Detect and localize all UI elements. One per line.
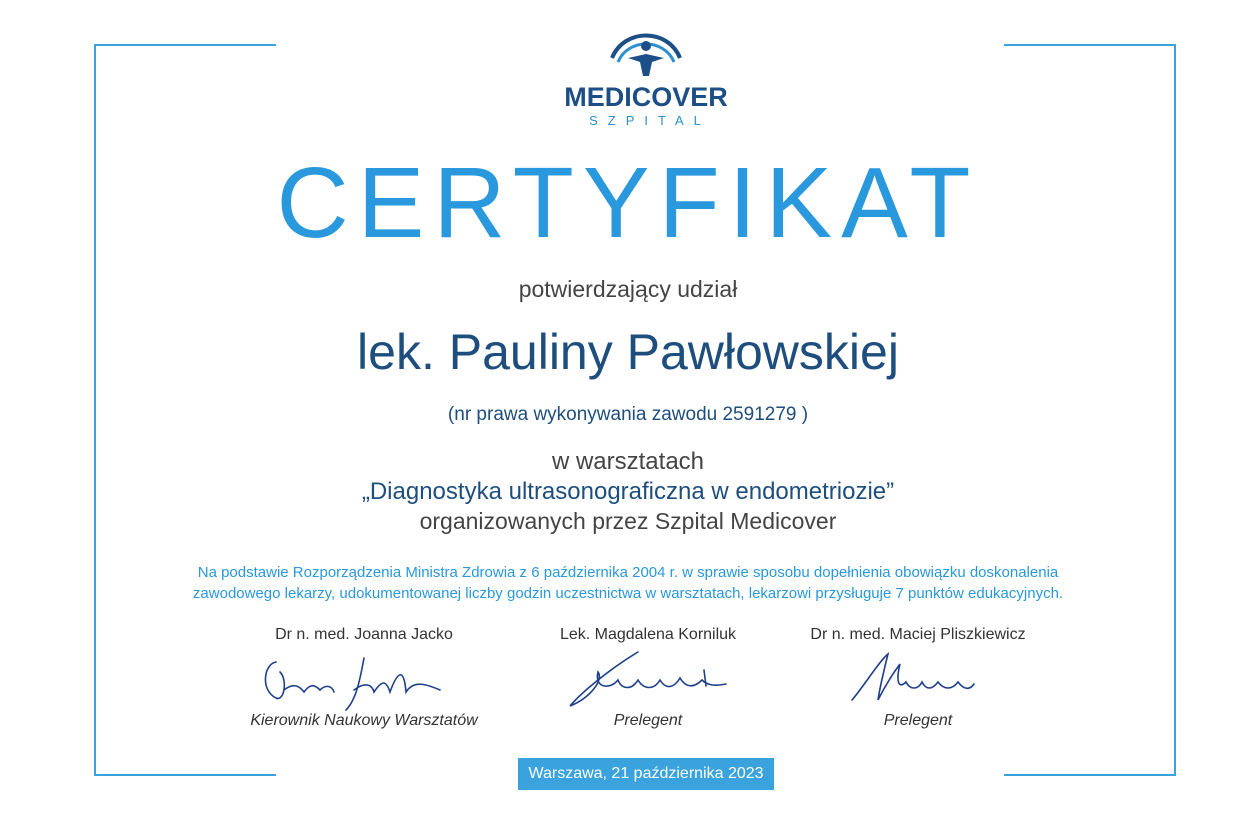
signatory-2 bbox=[498, 626, 798, 729]
frame-bottom-left-line bbox=[94, 774, 276, 776]
signatory-3 bbox=[768, 626, 1068, 729]
confirm-text: potwierdzający udział bbox=[518, 276, 738, 302]
legal-notice bbox=[140, 562, 1116, 604]
signatory-1 bbox=[214, 626, 514, 729]
frame-top-left-line bbox=[94, 44, 276, 46]
signatory-name: Dr n. med. Maciej Pliszkiewicz bbox=[810, 626, 1026, 643]
issue-date: Warszawa, 21 października 2023 bbox=[518, 758, 774, 790]
frame-bottom-right-line bbox=[1004, 774, 1176, 776]
recipient-name: lek. Pauliny Pawłowskiej bbox=[357, 324, 899, 380]
logo-subtitle: SZPITAL bbox=[589, 113, 711, 128]
signature-icon bbox=[214, 650, 514, 720]
signatory-role: Prelegent bbox=[613, 712, 683, 729]
course-title: „Diagnostyka ultrasonograficzna w endometriozie” bbox=[361, 478, 895, 505]
frame-top-right-line bbox=[1004, 44, 1176, 46]
legal-line-1: Na podstawie Rozporządzenia Ministra Zdrowia z 6 października 2004 r. w sprawie sposobu dopełnienia obowiązku doskonalenia bbox=[197, 564, 1059, 581]
legal-line-2: zawodowego lekarzy, udokumentowanej liczby godzin uczestnictwa w warsztatach, lekarzowi przysługuje 7 punktów edukacyjnych. bbox=[192, 585, 1064, 602]
signatory-role: Kierownik Naukowy Warsztatów bbox=[250, 712, 478, 729]
signature-icon bbox=[768, 650, 1068, 720]
license-number: (nr prawa wykonywania zawodu 2591279 ) bbox=[447, 404, 809, 425]
medicover-logo bbox=[560, 24, 732, 132]
signature-icon bbox=[498, 650, 798, 720]
logo-name: MEDICOVER bbox=[564, 82, 728, 112]
signatory-name: Dr n. med. Joanna Jacko bbox=[275, 626, 453, 643]
certificate-title: CERTYFIKAT bbox=[276, 147, 980, 259]
medicover-emblem-icon bbox=[606, 24, 686, 80]
signatory-role: Prelegent bbox=[883, 712, 953, 729]
signatory-name: Lek. Magdalena Korniluk bbox=[559, 626, 737, 643]
in-workshops-text: w warsztatach bbox=[551, 448, 705, 475]
organizer-text: organizowanych przez Szpital Medicover bbox=[419, 508, 837, 534]
